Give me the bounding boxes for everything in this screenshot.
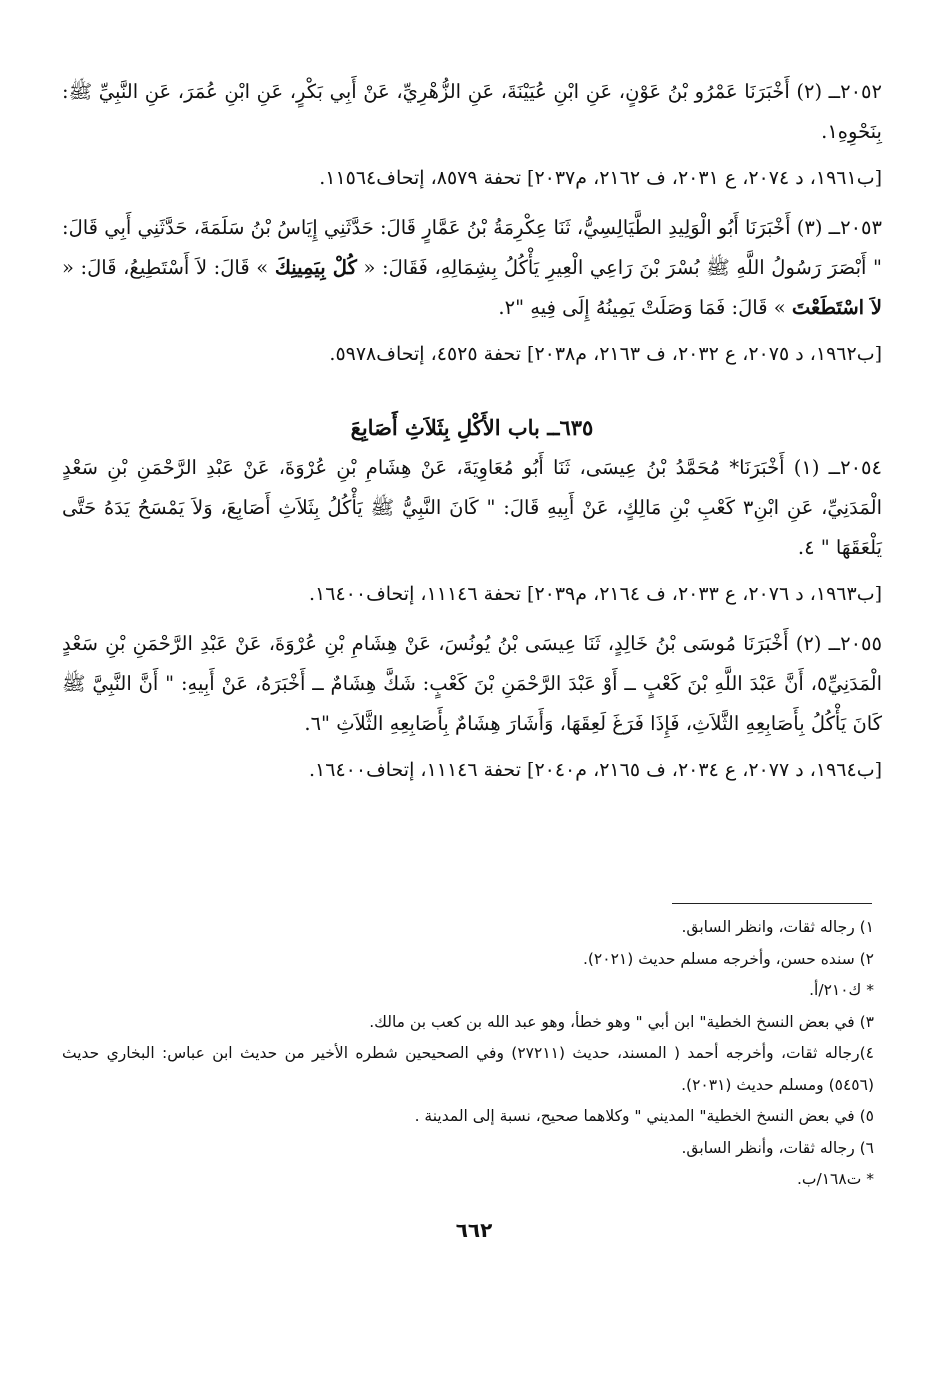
hadith-2054: ٢٠٥٤ــ (١) أَخْبَرَنَا* مُحَمَّدُ بْنُ عِيسَى، ثَنَا أَبُو مُعَاوِيَةَ، عَنْ هِشَامِ بْنِ عُرْوَةَ، عَنْ عَبْدِ الرَّحْمَنِ بْنِ سَعْدٍ الْمَدَنِيِّ، عَنِ ابْنِ٣ كَعْبِ بْنِ مَالِكٍ، عَنْ أَبِيهِ قَالَ: " كَانَ النَّبِيُّ ﷺ يَأْكُلُ بِثَلاَثِ أَصَابِعَ، وَلاَ يَمْسَحُ يَدَهُ حَتَّى يَلْعَقَهَا " ٤. — [62, 456, 882, 559]
footnote-divider — [672, 903, 872, 904]
hadith-2053-part-1: ٢٠٥٣ــ (٣) أَخْبَرَنَا أَبُو الْوَلِيدِ الطَّيَالِسِيُّ، ثَنَا عِكْرِمَةُ بْنُ عَمَّارٍ قَالَ: حَدَّثَنِي إِيَاسُ بْنُ سَلَمَةَ، حَدَّثَنِي أَبِي قَالَ: " أَبْصَرَ رَسُولُ اللَّهِ ﷺ بُسْرَ بْنَ رَاعِي الْعِيرِ يَأْكُلُ بِشِمَالِهِ، فَقَالَ: « — [62, 216, 882, 279]
footnote-3: ٣) في بعض النسخ الخطية" ابن أبي " وهو خطأ، وهو عبد الله بن كعب بن مالك. — [369, 1012, 874, 1031]
hadith-2054-reference: [ب١٩٦٣، د ٢٠٧٦، ع ٢٠٣٣، ف ٢١٦٤، م٢٠٣٩] تحفة ١١١٤٦، إتحاف١٦٤٠٠. — [308, 583, 882, 605]
footnote-1: ١) رجاله ثقات، وانظر السابق. — [681, 918, 874, 936]
hadith-2055: ٢٠٥٥ــ (٢) أَخْبَرَنَا مُوسَى بْنُ خَالِدٍ، ثَنَا عِيسَى بْنُ يُونُسَ، عَنْ هِشَامِ بْنِ عُرْوَةَ، عَنْ عَبْدِ الرَّحْمَنِ بْنِ سَعْدٍ الْمَدَنِيِّ٥، أَنَّ عَبْدَ اللَّهِ بْنَ كَعْبٍ ــ أَوْ عَبْدَ الرَّحْمَنِ بْنَ كَعْبٍ: شَكَّ هِشَامٌ ــ أَخْبَرَهُ، عَنْ أَبِيهِ: " أَنَّ النَّبِيَّ ﷺ كَانَ يَأْكُلُ بِأَصَابِعِهِ الثَّلاَثِ، فَإِذَا فَرَغَ لَعِقَهَا، وَأَشَارَ هِشَامٌ بِأَصَابِعِهِ الثَّلاَثِ "٦. — [62, 632, 882, 735]
hadith-2053-bold-1: كُلْ بِيَمِينِكَ — [274, 256, 357, 279]
footnote-5: ٥) في بعض النسخ الخطية" المديني " وكلاهما صحيح، نسبة إلى المدينة . — [414, 1107, 874, 1125]
hadith-2053-part-3: » قَالَ: فَمَا وَصَلَتْ يَمِينُهُ إِلَى فِيهِ "٢. — [498, 296, 792, 319]
hadith-2053 — [62, 208, 882, 328]
main-text — [62, 72, 882, 800]
hadith-2052: ٢٠٥٢ــ (٢) أَخْبَرَنَا عَمْرُو بْنُ عَوْنٍ، عَنِ ابْنِ عُيَيْنَةَ، عَنِ الزُّهْرِيِّ، عَنْ أَبِي بَكْرٍ، عَنِ ابْنِ عُمَرَ، عَنِ النَّبِيِّ ﷺ: بِنَحْوِهِ١. — [62, 80, 883, 143]
footnote-manuscript-k: * ك٢١٠/أ. — [809, 981, 874, 999]
footnote-2: ٢) سنده حسن، وأخرجه مسلم حديث (٢٠٢١). — [582, 949, 874, 968]
hadith-2053-part-2: » قَالَ: لاَ أَسْتَطِيعُ، قَالَ: « — [62, 256, 275, 279]
footnote-4: ٤)رجاله ثقات، وأخرجه أحمد ( المسند، حديث (٢٧٢١١) وفي الصحيحين شطره الأخير من حديث ابن عباس: البخاري حديث (٥٤٥٦) ومسلم حديث (٢٠٣١). — [62, 1044, 874, 1094]
hadith-2053-bold-2: لاَ اسْتَطَعْتَ — [791, 296, 882, 319]
hadith-2055-reference: [ب١٩٦٤، د ٢٠٧٧، ع ٢٠٣٤، ف ٢١٦٥، م٢٠٤٠] تحفة ١١١٤٦، إتحاف١٦٤٠٠. — [308, 759, 882, 781]
footnote-6: ٦) رجاله ثقات، وأنظر السابق. — [681, 1138, 874, 1157]
footnote-manuscript-t: * ت١٦٨/ب. — [796, 1170, 874, 1188]
chapter-heading: ٦٣٥ــ باب الأَكْلِ بِثَلاَثِ أَصَابِعَ — [350, 415, 594, 440]
page-number: ٦٦٢ — [455, 1218, 493, 1242]
footnotes — [62, 912, 874, 1196]
hadith-2052-reference: [ب١٩٦١، د ٢٠٧٤، ع ٢٠٣١، ف ٢١٦٢، م٢٠٣٧] تحفة ٨٥٧٩، إتحاف١١٥٦٤. — [319, 167, 882, 189]
hadith-2053-reference: [ب١٩٦٢، د ٢٠٧٥، ع ٢٠٣٢، ف ٢١٦٣، م٢٠٣٨] تحفة ٤٥٢٥، إتحاف٥٩٧٨. — [329, 343, 882, 365]
